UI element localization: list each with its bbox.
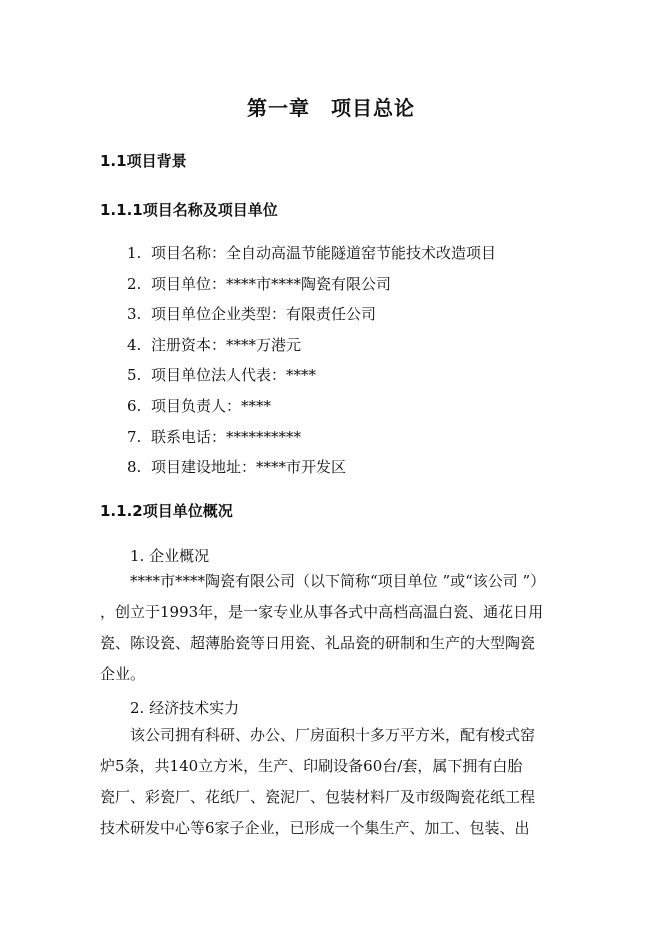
list-item: 7. 联系电话：********** bbox=[127, 427, 302, 446]
list-item: 4. 注册资本：****万港元 bbox=[127, 335, 302, 354]
list-item: 3. 项目单位企业类型：有限责任公司 bbox=[127, 305, 377, 324]
project-info-list bbox=[127, 242, 496, 487]
list-item: 1. 项目名称：全自动高温节能隧道窑节能技术改造项目 bbox=[127, 244, 497, 262]
list-item: 8. 项目建设地址：****市开发区 bbox=[127, 458, 347, 477]
sub-heading-economic-strength: 2. 经济技术实力 bbox=[130, 699, 240, 717]
section-heading: 1.1项目背景 bbox=[100, 152, 187, 170]
list-item: 2. 项目单位：****市****陶瓷有限公司 bbox=[127, 274, 392, 293]
subsection-heading-1: 1.1.1项目名称及项目单位 bbox=[100, 201, 278, 219]
sub-heading-company-overview: 1. 企业概况 bbox=[130, 547, 210, 565]
list-item: 6. 项目负责人：**** bbox=[127, 396, 272, 415]
list-item: 5. 项目单位法人代表：**** bbox=[127, 366, 317, 385]
paragraph-economic-strength: 该公司拥有科研、办公、厂房面积十多万平方米，配有梭式窑 炉5条，共140立方米，生产、印刷设备60台/套，属下拥有白胎 瓷厂、彩瓷厂、花纸厂、瓷泥厂、包装材料厂及市级陶瓷花纸工程 技术研发中心等6家子企业，已形成一个集生产、加工、包装、出 bbox=[100, 726, 536, 837]
subsection-heading-2: 1.1.2项目单位概况 bbox=[100, 502, 233, 520]
chapter-title: 第一章 项目总论 bbox=[247, 96, 415, 120]
paragraph-company-overview: ****市****陶瓷有限公司（以下简称“项目单位 ”或“该公司 ”） ，创立于1993年，是一家专业从事各式中高档高温白瓷、通花日用 瓷、陈设瓷、超薄胎瓷等日用瓷、礼品瓷的研制和生产的大型陶瓷 企业。 bbox=[100, 572, 546, 683]
